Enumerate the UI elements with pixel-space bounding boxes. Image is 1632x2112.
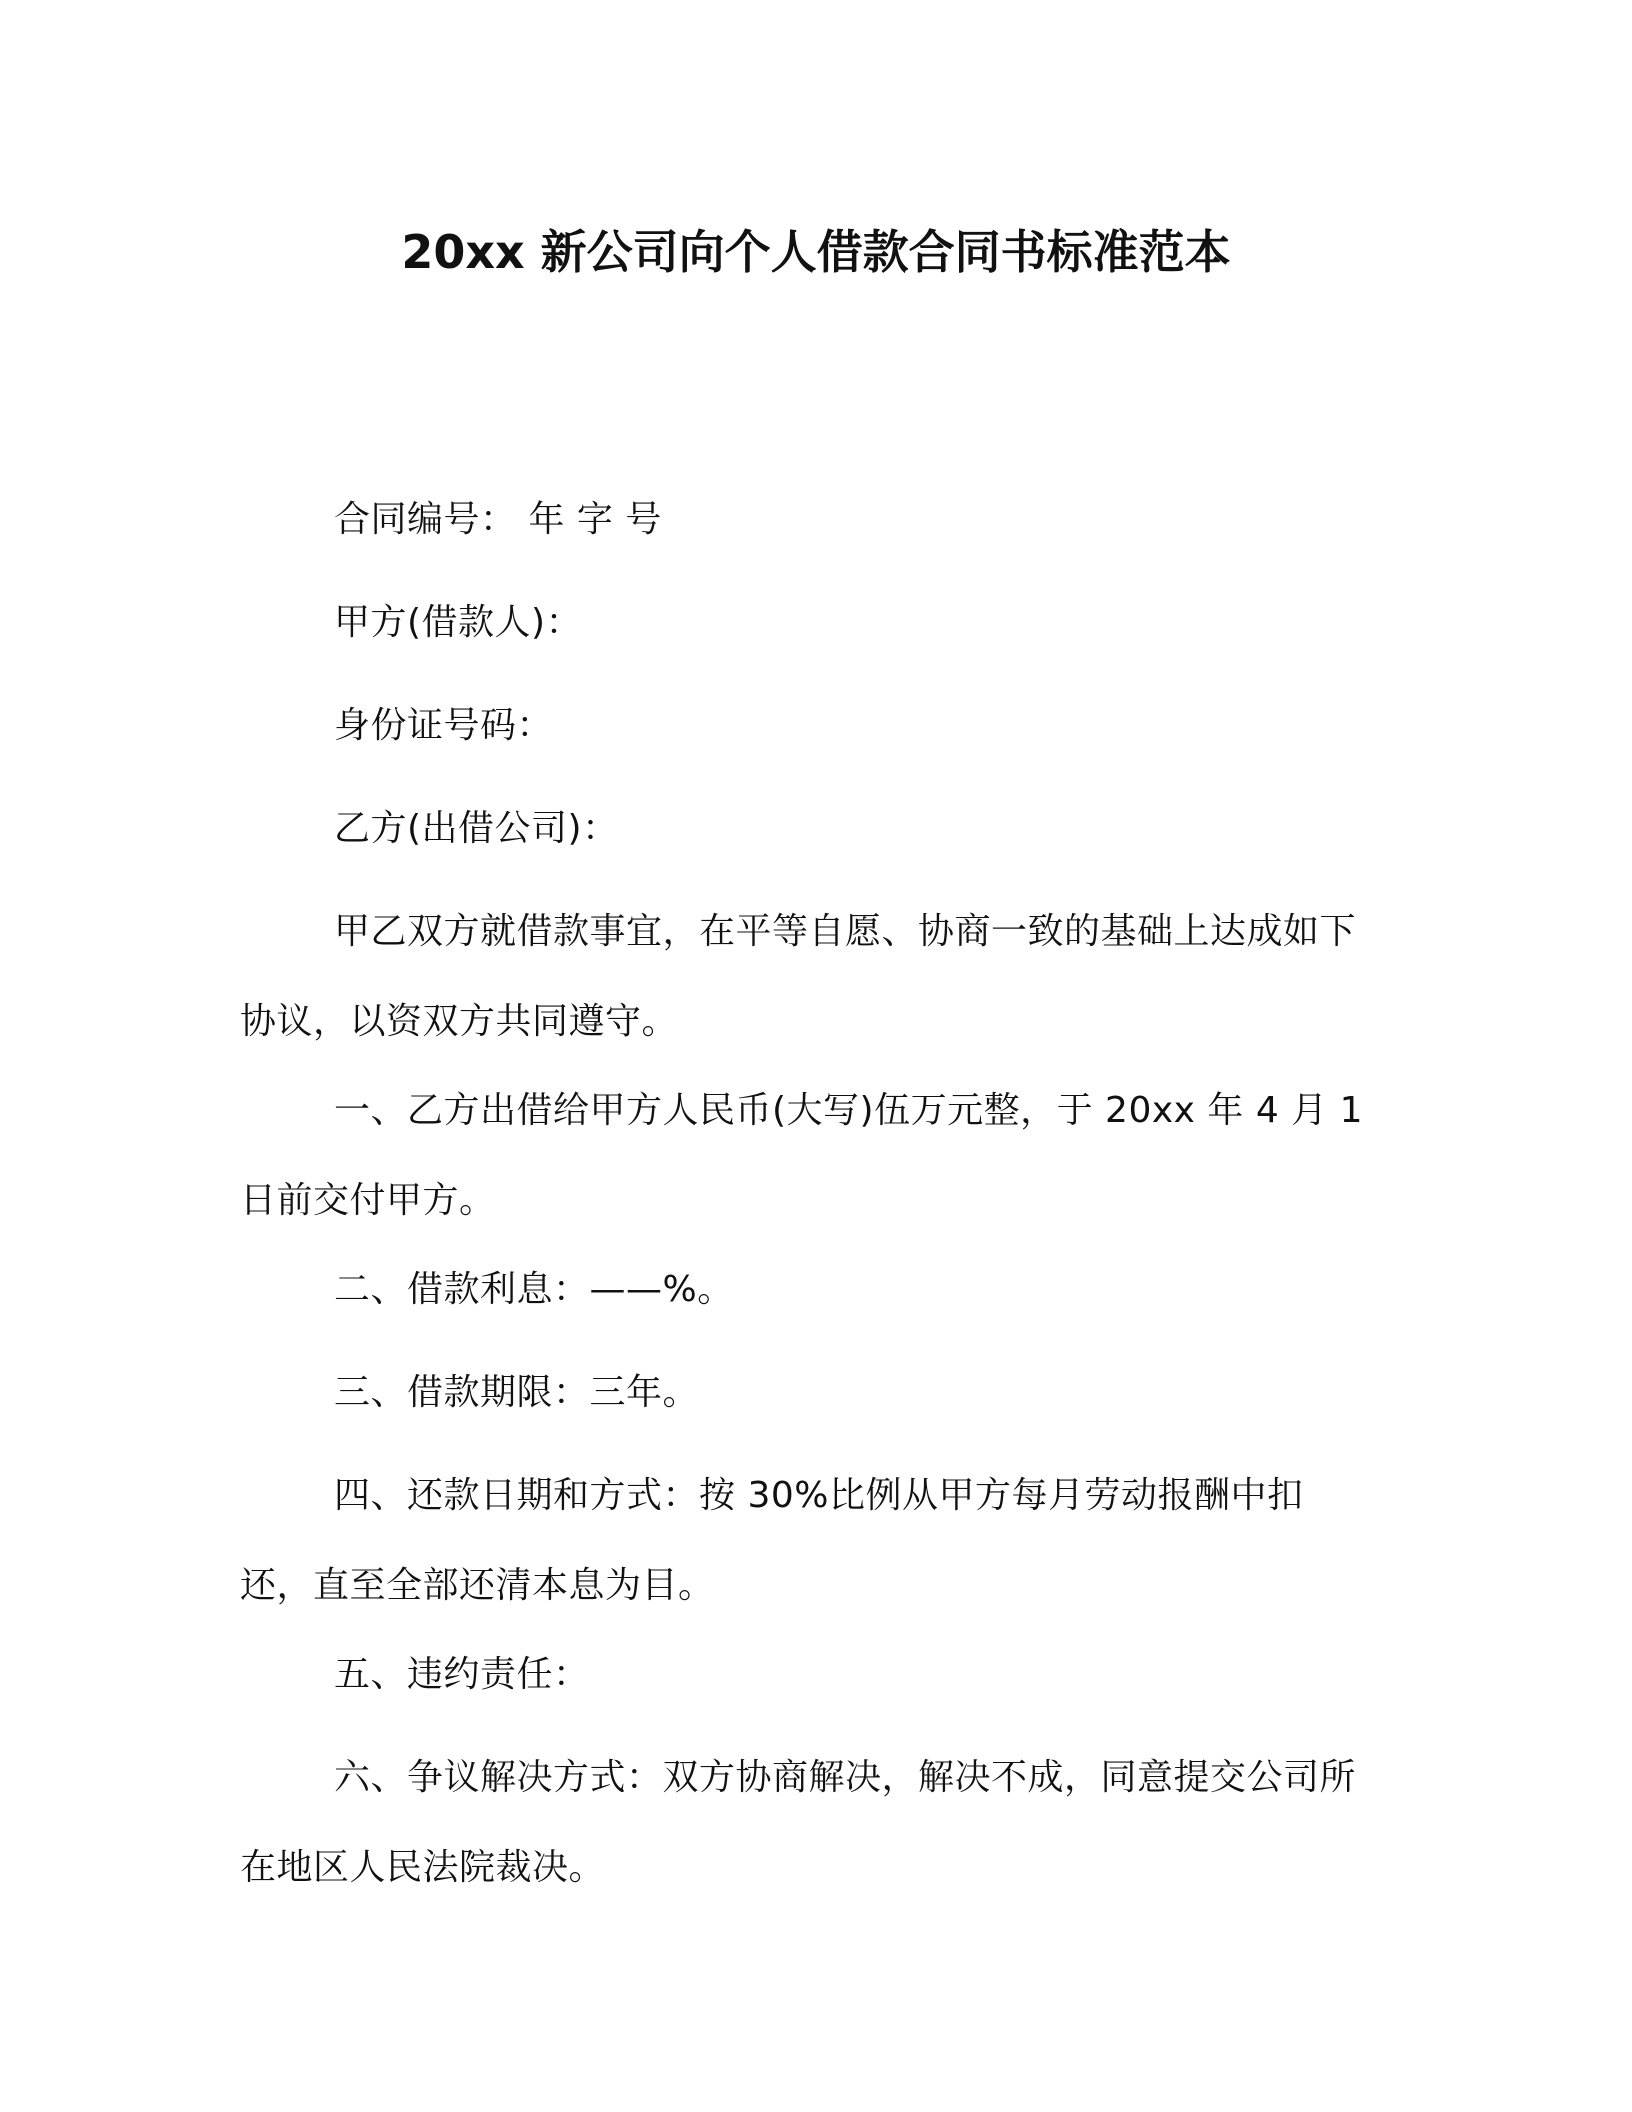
contract-number-line: 合同编号： 年 字 号 xyxy=(334,499,662,540)
clause-three-line: 三、借款期限：三年。 xyxy=(334,1372,700,1413)
party-b-line: 乙方(出借公司)： xyxy=(334,808,619,849)
clause-four-paragraph: 四、还款日期和方式：按 30%比例从甲方每月劳动报酬中扣还，直至全部还清本息为目。 xyxy=(240,1475,1304,1606)
party-a-line: 甲方(借款人)： xyxy=(334,602,583,643)
id-number-line: 身份证号码： xyxy=(334,705,554,746)
clause-two-line: 二、借款利息：——%。 xyxy=(334,1269,734,1310)
clause-five-line: 五、违约责任： xyxy=(334,1654,590,1695)
agreement-intro-paragraph: 甲乙双方就借款事宜，在平等自愿、协商一致的基础上达成如下协议，以资双方共同遵守。 xyxy=(240,911,1357,1042)
clause-six-paragraph: 六、争议解决方式：双方协商解决，解决不成，同意提交公司所在地区人民法院裁决。 xyxy=(240,1757,1357,1888)
document-title: 20xx 新公司向个人借款合同书标准范本 xyxy=(401,225,1231,279)
clause-one-paragraph: 一、乙方出借给甲方人民币(大写)伍万元整，于 20xx 年 4 月 1 日前交付甲方。 xyxy=(240,1090,1364,1221)
